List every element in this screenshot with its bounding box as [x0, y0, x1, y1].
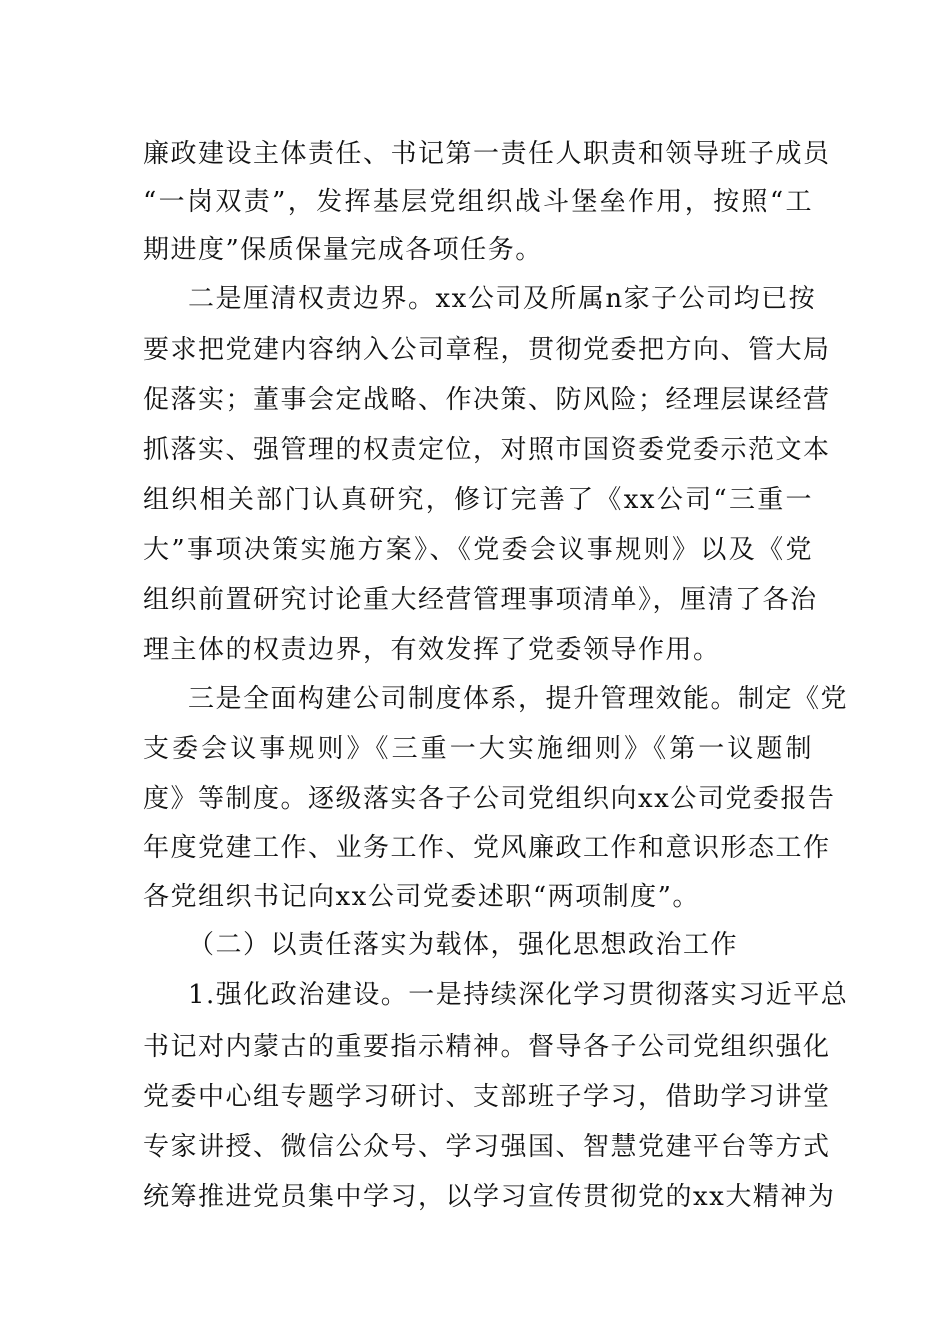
paragraph-line: 期进度”保质保量完成各项任务。: [143, 235, 543, 265]
section-heading: （二）以责任落实为载体，强化思想政治工作: [188, 930, 739, 960]
paragraph-line: 组织前置研究讨论重大经营管理事项清单》，厘清了各治: [143, 585, 818, 615]
paragraph-line: 二是厘清权责边界。xx公司及所属n家子公司均已按: [188, 284, 817, 314]
paragraph-line: “一岗双责”，发挥基层党组织战斗堡垒作用，按照“工: [143, 187, 813, 217]
paragraph-line: 三是全面构建公司制度体系，提升管理效能。制定《党: [188, 684, 849, 714]
paragraph-line: 组织相关部门认真研究，修订完善了《xx公司“三重一: [143, 485, 813, 515]
paragraph-line: 度》等制度。逐级落实各子公司党组织向xx公司党委报告: [143, 784, 836, 814]
paragraph-line: 各党组织书记向xx公司党委述职“两项制度”。: [143, 882, 700, 912]
paragraph-line: 要求把党建内容纳入公司章程，贯彻党委把方向、管大局: [143, 335, 831, 365]
paragraph-line: 1.强化政治建设。一是持续深化学习贯彻落实习近平总: [188, 980, 849, 1010]
paragraph-line: 支委会议事规则》《三重一大实施细则》《第一议题制: [143, 734, 813, 764]
paragraph-line: 大”事项决策实施方案》、《党委会议事规则》以及《党: [143, 535, 813, 565]
paragraph-line: 统筹推进党员集中学习，以学习宣传贯彻党的xx大精神为: [143, 1182, 836, 1212]
paragraph-line: 年度党建工作、业务工作、党风廉政工作和意识形态工作: [143, 833, 831, 863]
paragraph-line: 书记对内蒙古的重要指示精神。督导各子公司党组织强化: [143, 1032, 831, 1062]
paragraph-line: 党委中心组专题学习研讨、支部班子学习，借助学习讲堂: [143, 1082, 831, 1112]
paragraph-line: 抓落实、强管理的权责定位，对照市国资委党委示范文本: [143, 435, 831, 465]
paragraph-line: 促落实；董事会定战略、作决策、防风险；经理层谋经营: [143, 385, 831, 415]
paragraph-line: 廉政建设主体责任、书记第一责任人职责和领导班子成员: [143, 139, 831, 169]
paragraph-line: 理主体的权责边界，有效发挥了党委领导作用。: [143, 635, 721, 665]
paragraph-line: 专家讲授、微信公众号、学习强国、智慧党建平台等方式: [143, 1132, 831, 1162]
